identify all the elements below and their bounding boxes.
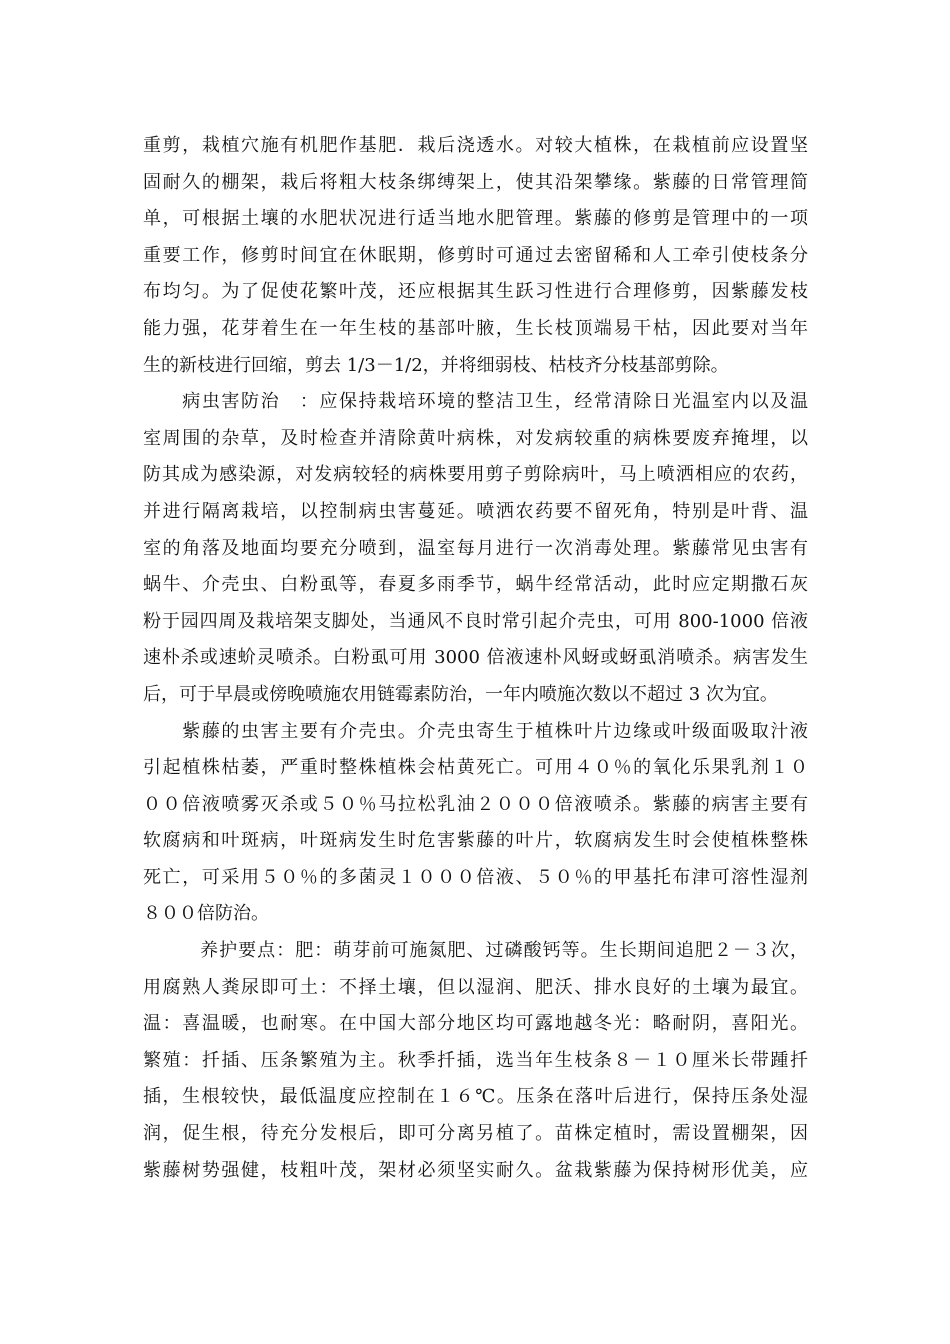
text-line: ８００倍防治。 [143, 903, 269, 925]
text-line: ００倍液喷雾灭杀或５０％马拉松乳油２０００倍液喷杀。紫藤的病害主要有 [143, 793, 808, 815]
text-line: 繁殖：扦插、压条繁殖为主。秋季扦插，选当年生枝条８－１０厘米长带踵扦 [143, 1049, 808, 1071]
text-line: 养护要点：肥：萌芽前可施氮肥、过磷酸钙等。生长期间追肥２－３次， [143, 940, 808, 962]
text-line: 病虫害防治 ：应保持栽培环境的整洁卫生，经常清除日光温室内以及温 [143, 391, 808, 413]
document-body [143, 128, 808, 1189]
text-line: 室的角落及地面均要充分喷到，温室每月进行一次消毒处理。紫藤常见虫害有 [143, 537, 808, 559]
text-line: 紫藤的虫害主要有介壳虫。介壳虫寄生于植株叶片边缘或叶级面吸取汁液 [143, 720, 808, 742]
text-line: 室周围的杂草，及时检查并清除黄叶病株，对发病较重的病株要废弃掩埋，以 [143, 427, 808, 449]
text-line: 蜗牛、介壳虫、白粉虱等，春夏多雨季节，蜗牛经常活动，此时应定期撒石灰 [143, 574, 808, 596]
text-line: 引起植株枯萎，严重时整株植株会枯黄死亡。可用４０％的氧化乐果乳剂１０ [143, 757, 808, 779]
text-line: 紫藤树势强健，枝粗叶茂，架材必须坚实耐久。盆栽紫藤为保持树形优美，应 [143, 1159, 808, 1181]
paragraph [143, 384, 808, 713]
text-line: 速朴杀或速蚧灵喷杀。白粉虱可用 3000 倍液速朴风蚜或蚜虱消喷杀。病害发生 [143, 647, 808, 669]
paragraph [143, 128, 808, 384]
text-line: 后，可于早晨或傍晚喷施农用链霉素防治，一年内喷施次数以不超过 3 次为宜。 [143, 683, 778, 705]
text-line: 生的新枝进行回缩，剪去 1/3－1/2，并将细弱枝、枯枝齐分枝基部剪除。 [143, 354, 729, 376]
text-line: 粉于园四周及栽培架支脚处，当通风不良时常引起介壳虫，可用 800-1000 倍液 [143, 610, 808, 632]
text-line: 防其成为感染源，对发病较轻的病株要用剪子剪除病叶，马上喷洒相应的农药， [143, 464, 808, 486]
text-line: 软腐病和叶斑病，叶斑病发生时危害紫藤的叶片，软腐病发生时会使植株整株 [143, 830, 808, 852]
text-line: 并进行隔离栽培，以控制病虫害蔓延。喷洒农药要不留死角，特别是叶背、温 [143, 500, 808, 522]
text-line: 死亡，可采用５０％的多菌灵１０００倍液、５０％的甲基托布津可溶性湿剂 [143, 866, 808, 888]
text-line: 能力强，花芽着生在一年生枝的基部叶腋，生长枝顶端易干枯，因此要对当年 [143, 317, 808, 339]
text-line: 布均匀。为了促使花繁叶茂，还应根据其生跃习性进行合理修剪，因紫藤发枝 [143, 281, 808, 303]
paragraph [143, 714, 808, 934]
text-line: 润，促生根，待充分发根后，即可分离另植了。苗株定植时，需设置棚架，因 [143, 1123, 808, 1145]
paragraph [143, 933, 808, 1189]
text-line: 单，可根据土壤的水肥状况进行适当地水肥管理。紫藤的修剪是管理中的一项 [143, 208, 808, 230]
text-line: 固耐久的棚架，栽后将粗大枝条绑缚架上，使其沿架攀缘。紫藤的日常管理简 [143, 171, 808, 193]
text-line: 用腐熟人粪尿即可土：不择土壤，但以湿润、肥沃、排水良好的土壤为最宜。 [143, 976, 808, 998]
text-line: 重要工作，修剪时间宜在休眠期，修剪时可通过去密留稀和人工牵引使枝条分 [143, 244, 808, 266]
text-line: 温：喜温暖，也耐寒。在中国大部分地区均可露地越冬光：略耐阴，喜阳光。 [143, 1013, 808, 1035]
text-line: 插，生根较快，最低温度应控制在１６℃。压条在落叶后进行，保持压条处湿 [143, 1086, 808, 1108]
text-line: 重剪，栽植穴施有机肥作基肥．栽后浇透水。对较大植株，在栽植前应设置坚 [143, 135, 808, 156]
